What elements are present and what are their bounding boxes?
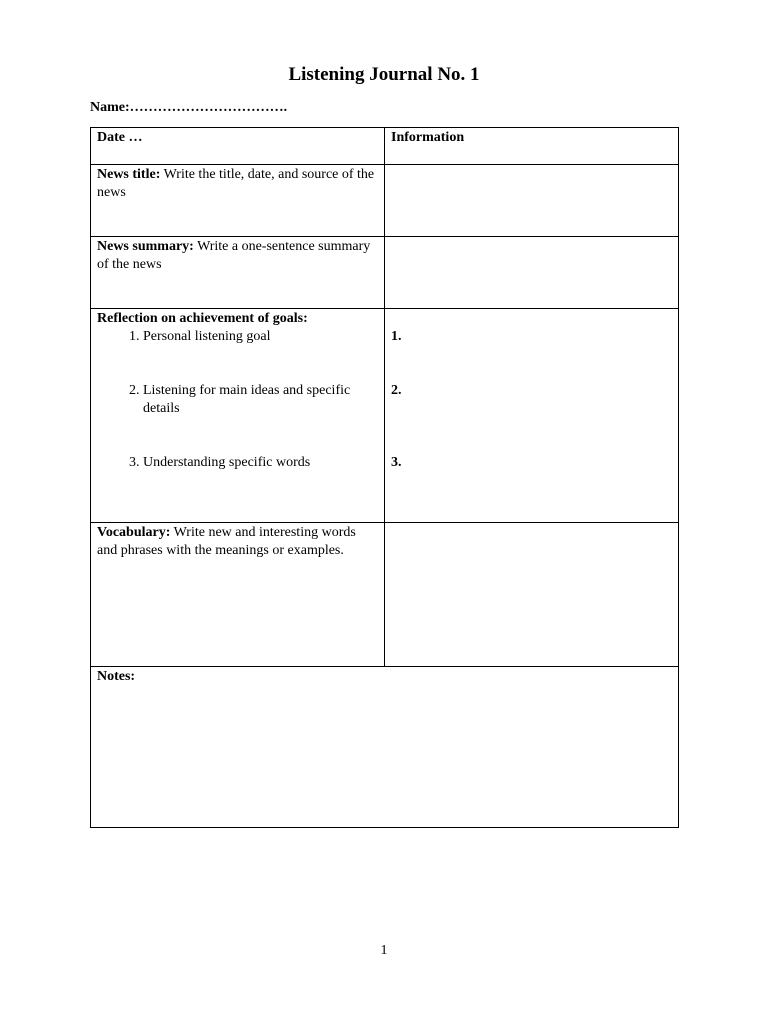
goal-item: 2. Listening for main ideas and specific details [143, 382, 378, 454]
reflection-answer-cell[interactable] [385, 309, 679, 523]
vocabulary-row [91, 523, 679, 667]
notes-row [91, 667, 679, 828]
name-field-label: Name:……………………………. [90, 100, 288, 115]
news-summary-row [91, 237, 679, 309]
news-title-label: News title: [97, 167, 161, 182]
reflection-row [91, 309, 679, 523]
page-title: Listening Journal No. 1 [288, 64, 480, 85]
reflection-prompt-cell [91, 309, 385, 523]
goals-list [97, 328, 378, 472]
notes-label: Notes: [97, 669, 136, 684]
answer-number: 1. [391, 329, 402, 344]
vocabulary-answer-cell[interactable] [385, 523, 679, 667]
news-title-instructions: Write the title, date, and source of the news [97, 167, 375, 200]
news-title-prompt-cell [91, 165, 385, 237]
page-number: 1 [380, 943, 388, 958]
vocabulary-instructions: Write new and interesting words and phrases with the meanings or examples. [97, 525, 356, 558]
header-row [91, 128, 679, 165]
journal-table [90, 127, 679, 828]
vocabulary-prompt-cell [91, 523, 385, 667]
vocabulary-label: Vocabulary: [97, 525, 171, 540]
date-header-cell: Date … [91, 128, 385, 165]
news-summary-label: News summary: [97, 239, 194, 254]
news-summary-instructions: Write a one-sentence summary of the news [97, 239, 371, 272]
answer-number: 2. [391, 383, 402, 398]
goal-item: 3. Understanding specific words [143, 454, 378, 472]
information-header-cell: Information [385, 128, 679, 165]
reflection-label: Reflection on achievement of goals: [97, 311, 308, 326]
news-title-row [91, 165, 679, 237]
news-title-answer-cell[interactable] [385, 165, 679, 237]
news-summary-prompt-cell [91, 237, 385, 309]
answer-number: 3. [391, 455, 402, 470]
news-summary-answer-cell[interactable] [385, 237, 679, 309]
notes-cell[interactable] [91, 667, 679, 828]
goal-item: 1. Personal listening goal [143, 328, 378, 382]
